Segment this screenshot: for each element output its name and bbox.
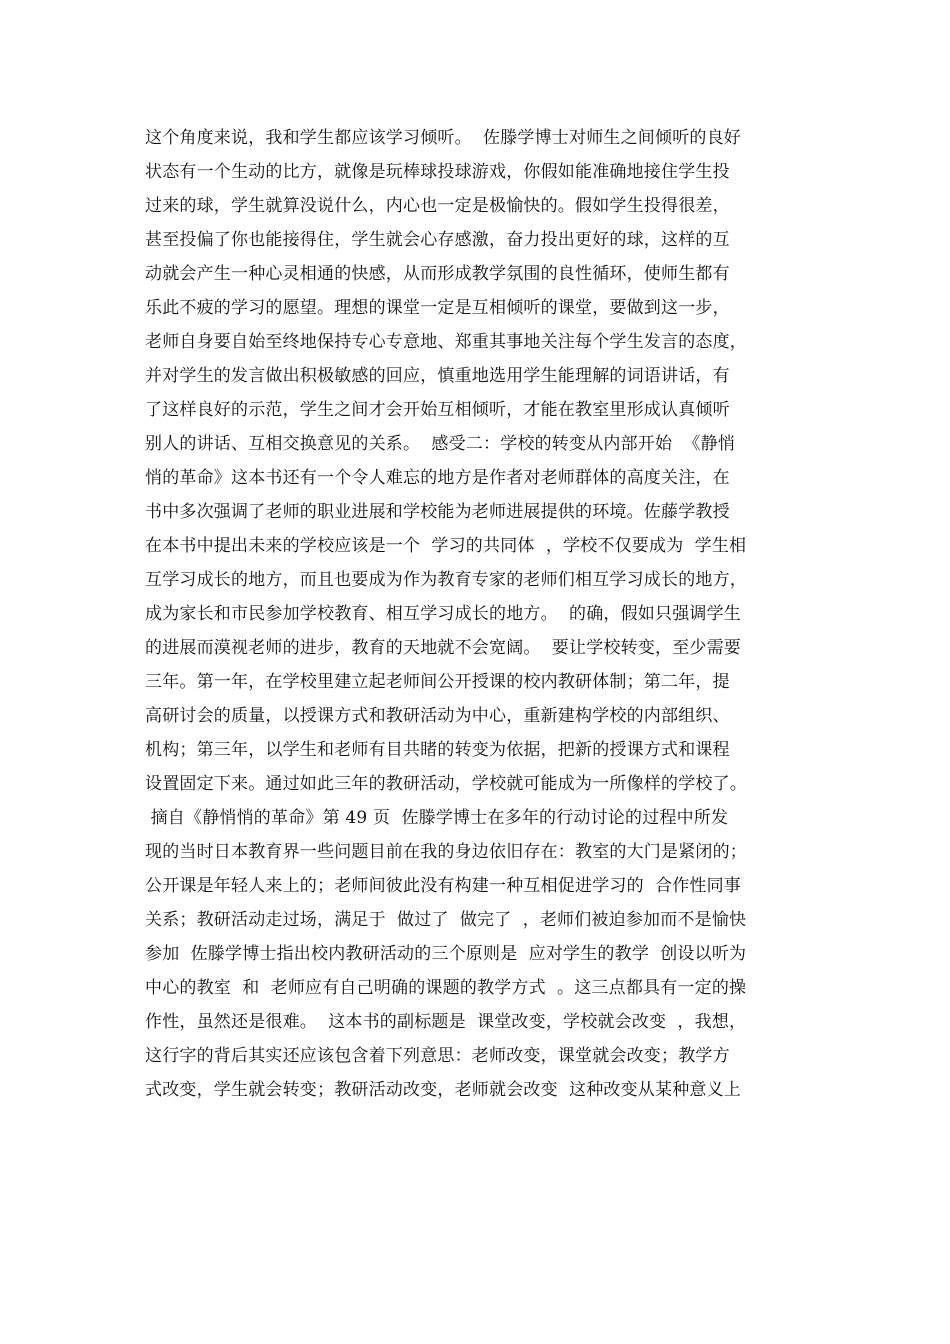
text-line: 公开课是年轻人来上的；老师间彼此没有构建一种互相促进学习的 合作性同事	[145, 876, 742, 896]
text-line: 老师自身要自始至终地保持专心专意地、郑重其事地关注每个学生发言的态度，	[145, 332, 747, 352]
text-line: 乐此不疲的学习的愿望。理想的课堂一定是互相倾听的课堂，要做到这一步，	[145, 298, 730, 318]
text-line: 高研讨会的质量，以授课方式和教研活动为中心，重新建构学校的内部组织、	[145, 706, 730, 726]
text-line: 摘自《静悄悄的革命》第 49 页 佐滕学博士在多年的行动讨论的过程中所发	[145, 808, 729, 828]
text-line: 式改变，学生就会转变；教研活动改变，老师就会改变 这种改变从某种意义上	[145, 1080, 742, 1100]
text-line: 成为家长和市民参加学校教育、相互学习成长的地方。 的确，假如只强调学生	[145, 604, 742, 624]
text-line: 的进展而漠视老师的进步，教育的天地就不会宽阔。 要让学校转变，至少需要	[145, 638, 742, 658]
text-line: 书中多次强调了老师的职业进展和学校能为老师进展提供的环境。佐藤学教授	[145, 502, 730, 522]
text-line: 在本书中提出未来的学校应该是一个 学习的共同体 ，学校不仅要成为 学生相	[145, 536, 747, 556]
text-line: 了这样良好的示范，学生之间才会开始互相倾听，才能在教室里形成认真倾听	[145, 400, 730, 420]
text-line: 悄的革命》这本书还有一个令人难忘的地方是作者对老师群体的高度关注，在	[145, 468, 730, 488]
text-line: 中心的教室 和 老师应有自己明确的课题的教学方式 。这三点都具有一定的操	[145, 978, 747, 998]
text-line: 参加 佐滕学博士指出校内教研活动的三个原则是 应对学生的教学 创设以听为	[145, 944, 747, 964]
text-line: 现的当时日本教育界一些问题目前在我的身边依旧存在：教室的大门是紧闭的；	[145, 842, 747, 862]
text-line: 互学习成长的地方，而且也要成为作为教育专家的老师们相互学习成长的地方，	[145, 570, 747, 590]
text-line: 动就会产生一种心灵相通的快感，从而形成教学氛围的良性循环，使师生都有	[145, 264, 730, 284]
text-line: 关系；教研活动走过场，满足于 做过了 做完了 ，老师们被迫参加而不是愉快	[145, 910, 747, 930]
text-line: 作性，虽然还是很难。 这本书的副标题是 课堂改变，学校就会改变 ，我想，	[145, 1012, 747, 1032]
text-line: 状态有一个生动的比方，就像是玩棒球投球游戏，你假如能准确地接住学生投	[145, 162, 730, 182]
text-line: 别人的讲话、互相交换意见的关系。 感受二：学校的转变从内部开始 《静悄	[145, 434, 736, 454]
body-text	[145, 121, 810, 1107]
text-line: 三年。第一年，在学校里建立起老师间公开授课的校内教研体制；第二年，提	[145, 672, 730, 692]
text-line: 过来的球，学生就算没说什么，内心也一定是极愉快的。假如学生投得很差，	[145, 196, 730, 216]
text-line: 设置固定下来。通过如此三年的教研活动，学校就可能成为一所像样的学校了。	[145, 774, 747, 794]
text-line: 机构；第三年，以学生和老师有目共睹的转变为依据，把新的授课方式和课程	[145, 740, 730, 760]
text-line: 甚至投偏了你也能接得住，学生就会心存感激，奋力投出更好的球，这样的互	[145, 230, 730, 250]
text-line: 这行字的背后其实还应该包含着下列意思：老师改变，课堂就会改变；教学方	[145, 1046, 730, 1066]
text-line: 并对学生的发言做出积极敏感的回应，慎重地选用学生能理解的词语讲话，有	[145, 366, 730, 386]
text-line: 这个角度来说，我和学生都应该学习倾听。 佐滕学博士对师生之间倾听的良好	[145, 128, 742, 148]
